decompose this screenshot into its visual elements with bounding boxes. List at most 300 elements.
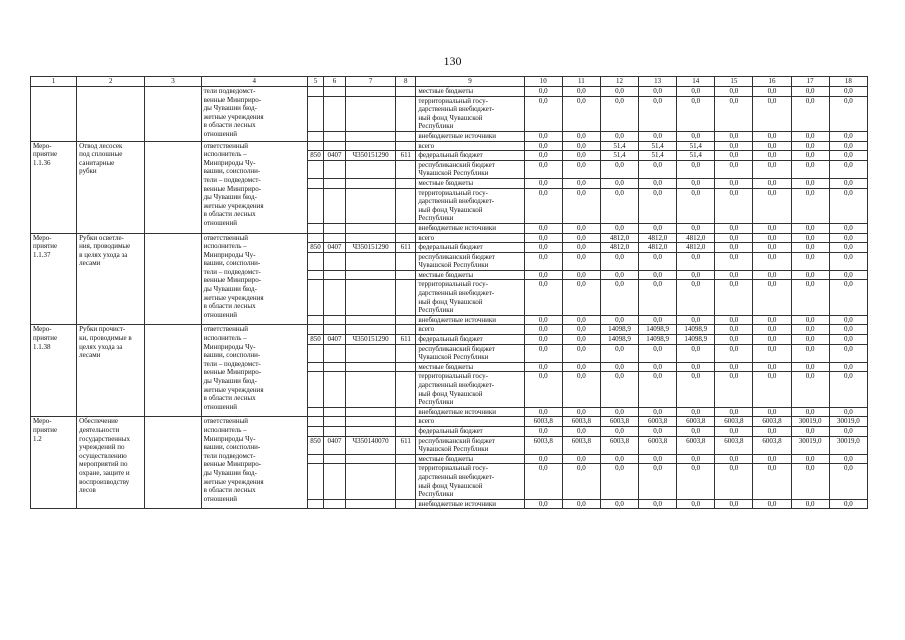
amount-cell: 0,0: [753, 325, 791, 335]
amount-cell: 0,0: [524, 96, 562, 131]
amount-cell: 0,0: [562, 131, 600, 141]
code-cell-col8: [396, 188, 416, 223]
amount-cell: 0,0: [753, 362, 791, 372]
amount-cell: 0,0: [562, 188, 600, 223]
funding-source-cell: [416, 223, 524, 233]
funding-source-cell: [416, 344, 524, 362]
amount-cell: 0,0: [715, 252, 753, 270]
table-row: [31, 87, 868, 97]
column-header: 16: [753, 77, 791, 87]
amount-cell: 51,4: [600, 151, 638, 161]
amount-cell: 0,0: [524, 426, 562, 436]
amount-cell: 4812,0: [600, 233, 638, 243]
amount-cell: 0,0: [753, 344, 791, 362]
executor-line: тели – подведомст-: [203, 359, 261, 368]
executor-line: отношений: [203, 129, 238, 138]
table-row: [31, 325, 868, 335]
funding-source-line: местные бюджеты: [418, 178, 474, 187]
amount-cell: 0,0: [600, 270, 638, 280]
funding-source-line: федеральный бюджет: [418, 243, 483, 252]
funding-source-line: Чувашской Республики: [418, 261, 489, 270]
amount-cell: 0,0: [715, 223, 753, 233]
code-cell-col6: [324, 223, 346, 233]
code-cell-col7: [346, 233, 396, 243]
amount-cell: 0,0: [715, 233, 753, 243]
amount-cell: 0,0: [753, 141, 791, 151]
code-cell-col6: 0407: [324, 151, 346, 161]
funding-source-cell: [416, 141, 524, 151]
code-cell-col7: [346, 499, 396, 509]
code-cell-col6: 0407: [324, 243, 346, 253]
amount-cell: 0,0: [791, 96, 829, 131]
amount-cell: 0,0: [562, 499, 600, 509]
measure-number-line: приятие: [33, 334, 58, 343]
amount-cell: 0,0: [791, 372, 829, 407]
code-cell-col8: [396, 362, 416, 372]
measure-name-line: охране, защите и: [79, 468, 130, 477]
amount-cell: 0,0: [791, 223, 829, 233]
amount-cell: 0,0: [639, 407, 677, 417]
amount-cell: 0,0: [639, 160, 677, 178]
amount-cell: 0,0: [524, 243, 562, 253]
amount-cell: 0,0: [677, 252, 715, 270]
funding-source-line: республиканский бюджет: [418, 160, 495, 169]
column-header: 17: [791, 77, 829, 87]
code-cell-col8: 611: [396, 151, 416, 161]
amount-cell: 0,0: [829, 131, 867, 141]
code-cell-col7: [346, 223, 396, 233]
code-cell-col6: [324, 233, 346, 243]
amount-cell: 0,0: [524, 252, 562, 270]
amount-cell: 0,0: [791, 407, 829, 417]
amount-cell: 0,0: [524, 372, 562, 407]
amount-cell: 0,0: [524, 233, 562, 243]
measure-name-cell: [77, 417, 145, 509]
measure-number-line: 1.1.36: [33, 158, 51, 167]
amount-cell: 0,0: [753, 233, 791, 243]
code-cell-col7: Ч350151290: [346, 151, 396, 161]
amount-cell: 0,0: [524, 223, 562, 233]
code-cell-col6: [324, 280, 346, 315]
executor-line: жетные учреждения: [203, 112, 264, 121]
amount-cell: 0,0: [791, 315, 829, 325]
amount-cell: 0,0: [562, 315, 600, 325]
amount-cell: 0,0: [639, 315, 677, 325]
amount-cell: 0,0: [715, 344, 753, 362]
amount-cell: 0,0: [753, 499, 791, 509]
executor-line: жетные учреждения: [203, 477, 264, 486]
amount-cell: 6003,8: [639, 417, 677, 427]
amount-cell: 0,0: [829, 151, 867, 161]
code-cell-col7: [346, 417, 396, 427]
executor-line: венные Минприро-: [203, 276, 262, 285]
measure-name-line: лесов: [79, 486, 96, 495]
amount-cell: 6003,8: [562, 436, 600, 454]
amount-cell: 0,0: [677, 270, 715, 280]
code-cell-col7: [346, 270, 396, 280]
executor-cell: [201, 417, 307, 509]
funding-source-line: местные бюджеты: [418, 362, 474, 371]
funding-source-line: дарственный внебюджет-: [418, 197, 495, 206]
funding-source-line: ный фонд Чувашской: [418, 297, 483, 306]
funding-source-cell: [416, 325, 524, 335]
column-header: 8: [396, 77, 416, 87]
funding-source-line: дарственный внебюджет-: [418, 289, 495, 298]
amount-cell: 0,0: [715, 464, 753, 499]
table-row: [31, 417, 868, 427]
amount-cell: 0,0: [524, 315, 562, 325]
measure-number-line: приятие: [33, 242, 58, 251]
amount-cell: 0,0: [791, 335, 829, 345]
amount-cell: 0,0: [639, 372, 677, 407]
code-cell-col8: [396, 315, 416, 325]
amount-cell: 0,0: [829, 223, 867, 233]
amount-cell: 0,0: [715, 454, 753, 464]
code-cell-col5: [307, 464, 323, 499]
amount-cell: 0,0: [524, 344, 562, 362]
executor-cell: [201, 325, 307, 417]
amount-cell: 0,0: [639, 426, 677, 436]
amount-cell: 14098,9: [677, 335, 715, 345]
code-cell-col7: [346, 188, 396, 223]
measure-name-line: в целях ухода за: [79, 250, 128, 259]
empty-cell: [145, 141, 201, 233]
amount-cell: 0,0: [791, 280, 829, 315]
funding-source-cell: [416, 372, 524, 407]
executor-line: венные Минприро-: [203, 184, 262, 193]
amount-cell: 0,0: [562, 252, 600, 270]
column-header: 2: [77, 77, 145, 87]
code-cell-col5: [307, 315, 323, 325]
amount-cell: 51,4: [600, 141, 638, 151]
code-cell-col7: [346, 141, 396, 151]
measure-name-line: Рубки прочист-: [79, 325, 126, 334]
executor-line: тели – подведомст-: [203, 267, 261, 276]
funding-source-line: Чувашской Республики: [418, 445, 489, 454]
amount-cell: 0,0: [524, 188, 562, 223]
code-cell-col6: [324, 87, 346, 97]
code-cell-col7: [346, 87, 396, 97]
amount-cell: 0,0: [715, 96, 753, 131]
executor-line: Минприроды Чу-: [203, 158, 256, 167]
amount-cell: 0,0: [829, 87, 867, 97]
amount-cell: 0,0: [829, 178, 867, 188]
amount-cell: 0,0: [753, 454, 791, 464]
funding-source-line: Республики: [418, 214, 454, 223]
code-cell-col5: [307, 344, 323, 362]
amount-cell: 0,0: [677, 315, 715, 325]
amount-cell: 0,0: [829, 96, 867, 131]
executor-cell: [201, 233, 307, 325]
amount-cell: 0,0: [791, 160, 829, 178]
amount-cell: 6003,8: [524, 436, 562, 454]
executor-line: Минприроды Чу-: [203, 250, 256, 259]
amount-cell: 0,0: [600, 96, 638, 131]
amount-cell: 0,0: [753, 178, 791, 188]
code-cell-col5: 850: [307, 243, 323, 253]
amount-cell: 0,0: [600, 499, 638, 509]
measure-name-line: санитарные: [79, 158, 115, 167]
code-cell-col8: [396, 407, 416, 417]
amount-cell: 0,0: [715, 178, 753, 188]
code-cell-col6: [324, 426, 346, 436]
code-cell-col7: [346, 372, 396, 407]
measure-name-line: деятельности: [79, 425, 120, 434]
funding-source-line: республиканский бюджет: [418, 436, 495, 445]
measure-number-cell: [31, 325, 77, 417]
table-row: [31, 141, 868, 151]
amount-cell: 0,0: [829, 426, 867, 436]
executor-line: тели – подведомст-: [203, 175, 261, 184]
amount-cell: 0,0: [524, 454, 562, 464]
measure-number-line: 1.1.38: [33, 342, 51, 351]
table-body: [31, 87, 868, 509]
amount-cell: 0,0: [829, 407, 867, 417]
funding-source-line: всего: [418, 325, 435, 334]
amount-cell: 51,4: [677, 151, 715, 161]
amount-cell: 0,0: [562, 335, 600, 345]
measure-name-line: под сплошные: [79, 150, 123, 159]
code-cell-col6: [324, 270, 346, 280]
code-cell-col5: [307, 96, 323, 131]
measure-name-line: мероприятий по: [79, 460, 128, 469]
amount-cell: 0,0: [600, 407, 638, 417]
amount-cell: 0,0: [600, 315, 638, 325]
amount-cell: 0,0: [829, 160, 867, 178]
executor-line: Минприроды Чу-: [203, 342, 256, 351]
amount-cell: 0,0: [791, 243, 829, 253]
code-cell-col7: [346, 280, 396, 315]
amount-cell: 0,0: [715, 131, 753, 141]
amount-cell: 0,0: [600, 426, 638, 436]
amount-cell: 0,0: [791, 178, 829, 188]
code-cell-col7: [346, 362, 396, 372]
measure-name-line: лесами: [79, 259, 101, 268]
executor-line: ответственный: [203, 233, 249, 242]
code-cell-col8: [396, 87, 416, 97]
amount-cell: 0,0: [639, 178, 677, 188]
code-cell-col5: [307, 280, 323, 315]
amount-cell: 0,0: [829, 188, 867, 223]
amount-cell: 0,0: [562, 407, 600, 417]
code-cell-col8: [396, 417, 416, 427]
code-cell-col6: 0407: [324, 436, 346, 454]
amount-cell: 0,0: [715, 141, 753, 151]
code-cell-col7: [346, 344, 396, 362]
amount-cell: 0,0: [677, 280, 715, 315]
code-cell-col8: [396, 325, 416, 335]
code-cell-col6: [324, 315, 346, 325]
amount-cell: 0,0: [753, 87, 791, 97]
funding-source-cell: [416, 178, 524, 188]
funding-source-cell: [416, 280, 524, 315]
column-header: 11: [562, 77, 600, 87]
amount-cell: 0,0: [715, 325, 753, 335]
amount-cell: 0,0: [791, 233, 829, 243]
executor-line: ответственный: [203, 141, 249, 150]
amount-cell: 0,0: [524, 464, 562, 499]
code-cell-col6: [324, 141, 346, 151]
amount-cell: 0,0: [600, 188, 638, 223]
amount-cell: 30019,0: [829, 436, 867, 454]
amount-cell: 0,0: [562, 233, 600, 243]
code-cell-col5: [307, 87, 323, 97]
code-cell-col6: [324, 344, 346, 362]
funding-source-cell: [416, 96, 524, 131]
funding-source-line: местные бюджеты: [418, 87, 474, 95]
executor-line: в области лесных: [203, 210, 256, 219]
amount-cell: 6003,8: [715, 417, 753, 427]
executor-line: в области лесных: [203, 302, 256, 311]
funding-source-cell: [416, 131, 524, 141]
amount-cell: 0,0: [639, 96, 677, 131]
funding-source-cell: [416, 436, 524, 454]
amount-cell: 0,0: [791, 454, 829, 464]
funding-source-cell: [416, 335, 524, 345]
measure-name-line: целях ухода за: [79, 342, 123, 351]
amount-cell: 0,0: [524, 362, 562, 372]
executor-line: вашии, соисполни-: [203, 259, 261, 268]
code-cell-col5: [307, 270, 323, 280]
funding-source-line: Чувашской Республики: [418, 353, 489, 362]
amount-cell: 0,0: [677, 96, 715, 131]
amount-cell: 0,0: [639, 223, 677, 233]
amount-cell: 0,0: [639, 188, 677, 223]
executor-line: ды Чувашии бюд-: [203, 377, 257, 385]
funding-source-line: территориальный госу-: [418, 372, 488, 381]
code-cell-col7: [346, 464, 396, 499]
column-number-header-row: [31, 77, 868, 87]
code-cell-col7: [346, 96, 396, 131]
amount-cell: 0,0: [524, 151, 562, 161]
funding-source-line: местные бюджеты: [418, 454, 474, 463]
measure-number-line: 1.1.37: [33, 250, 51, 259]
amount-cell: 0,0: [829, 499, 867, 509]
measure-name-line: лесами: [79, 351, 101, 360]
funding-source-cell: [416, 233, 524, 243]
amount-cell: 0,0: [562, 426, 600, 436]
amount-cell: 0,0: [639, 87, 677, 97]
amount-cell: 6003,8: [639, 436, 677, 454]
amount-cell: 0,0: [600, 362, 638, 372]
code-cell-col5: [307, 426, 323, 436]
executor-line: ды Чувашии бюд-: [203, 285, 257, 294]
code-cell-col6: 0407: [324, 335, 346, 345]
column-header: 10: [524, 77, 562, 87]
funding-source-line: внебюджетные источники: [418, 407, 496, 416]
amount-cell: 0,0: [562, 87, 600, 97]
code-cell-col5: [307, 325, 323, 335]
amount-cell: 0,0: [753, 160, 791, 178]
column-header: 13: [639, 77, 677, 87]
amount-cell: 0,0: [562, 325, 600, 335]
code-cell-col8: [396, 426, 416, 436]
amount-cell: 0,0: [791, 362, 829, 372]
amount-cell: 0,0: [829, 233, 867, 243]
measure-name-line: ния, проводимые: [79, 242, 131, 251]
executor-line: Минприроды Чу-: [203, 434, 256, 443]
amount-cell: 14098,9: [600, 325, 638, 335]
amount-cell: 0,0: [600, 87, 638, 97]
executor-line: отношений: [203, 494, 238, 503]
amount-cell: 6003,8: [715, 436, 753, 454]
amount-cell: 0,0: [600, 160, 638, 178]
amount-cell: 0,0: [677, 454, 715, 464]
amount-cell: 0,0: [791, 87, 829, 97]
code-cell-col8: [396, 270, 416, 280]
measure-number-line: приятие: [33, 425, 58, 434]
code-cell-col7: [346, 325, 396, 335]
amount-cell: 0,0: [791, 131, 829, 141]
funding-source-line: территориальный госу-: [418, 188, 488, 197]
executor-line: венные Минприро-: [203, 460, 262, 469]
amount-cell: 0,0: [715, 160, 753, 178]
executor-line: жетные учреждения: [203, 293, 264, 302]
amount-cell: 0,0: [829, 325, 867, 335]
code-cell-col7: [346, 178, 396, 188]
amount-cell: 0,0: [600, 454, 638, 464]
amount-cell: 0,0: [715, 188, 753, 223]
code-cell-col8: [396, 96, 416, 131]
amount-cell: 6003,8: [677, 417, 715, 427]
code-cell-col8: [396, 344, 416, 362]
measure-name-line: осуществлению: [79, 451, 127, 460]
amount-cell: 0,0: [791, 464, 829, 499]
funding-source-line: федеральный бюджет: [418, 426, 483, 435]
funding-source-cell: [416, 270, 524, 280]
amount-cell: 0,0: [791, 426, 829, 436]
empty-cell: [145, 417, 201, 509]
empty-cell: [145, 233, 201, 325]
funding-source-line: внебюджетные источники: [418, 499, 496, 508]
code-cell-col5: [307, 188, 323, 223]
amount-cell: 0,0: [715, 315, 753, 325]
amount-cell: 0,0: [829, 280, 867, 315]
measure-name-cell: [77, 87, 145, 142]
amount-cell: 0,0: [791, 344, 829, 362]
funding-source-cell: [416, 151, 524, 161]
amount-cell: 0,0: [600, 252, 638, 270]
amount-cell: 0,0: [715, 426, 753, 436]
executor-line: отношений: [203, 402, 238, 411]
code-cell-col6: [324, 407, 346, 417]
measure-number-line: Меро-: [33, 141, 52, 150]
amount-cell: 0,0: [677, 223, 715, 233]
measure-name-line: Обеспечение: [79, 417, 118, 426]
amount-cell: 0,0: [524, 325, 562, 335]
amount-cell: 0,0: [562, 141, 600, 151]
amount-cell: 0,0: [715, 499, 753, 509]
measure-number-line: Меро-: [33, 325, 52, 334]
amount-cell: 0,0: [753, 270, 791, 280]
funding-source-line: дарственный внебюджет-: [418, 472, 495, 481]
page-number: 130: [443, 54, 462, 68]
code-cell-col5: [307, 223, 323, 233]
amount-cell: 0,0: [715, 372, 753, 407]
code-cell-col7: Ч350151290: [346, 243, 396, 253]
code-cell-col8: 611: [396, 335, 416, 345]
amount-cell: 0,0: [753, 188, 791, 223]
amount-cell: 0,0: [753, 464, 791, 499]
funding-source-cell: [416, 87, 524, 97]
amount-cell: 0,0: [677, 499, 715, 509]
amount-cell: 30019,0: [791, 436, 829, 454]
amount-cell: 0,0: [562, 280, 600, 315]
column-header: 5: [307, 77, 323, 87]
funding-source-line: всего: [418, 233, 435, 242]
executor-line: ды Чувашии бюд-: [203, 193, 257, 202]
measure-number-cell: [31, 233, 77, 325]
